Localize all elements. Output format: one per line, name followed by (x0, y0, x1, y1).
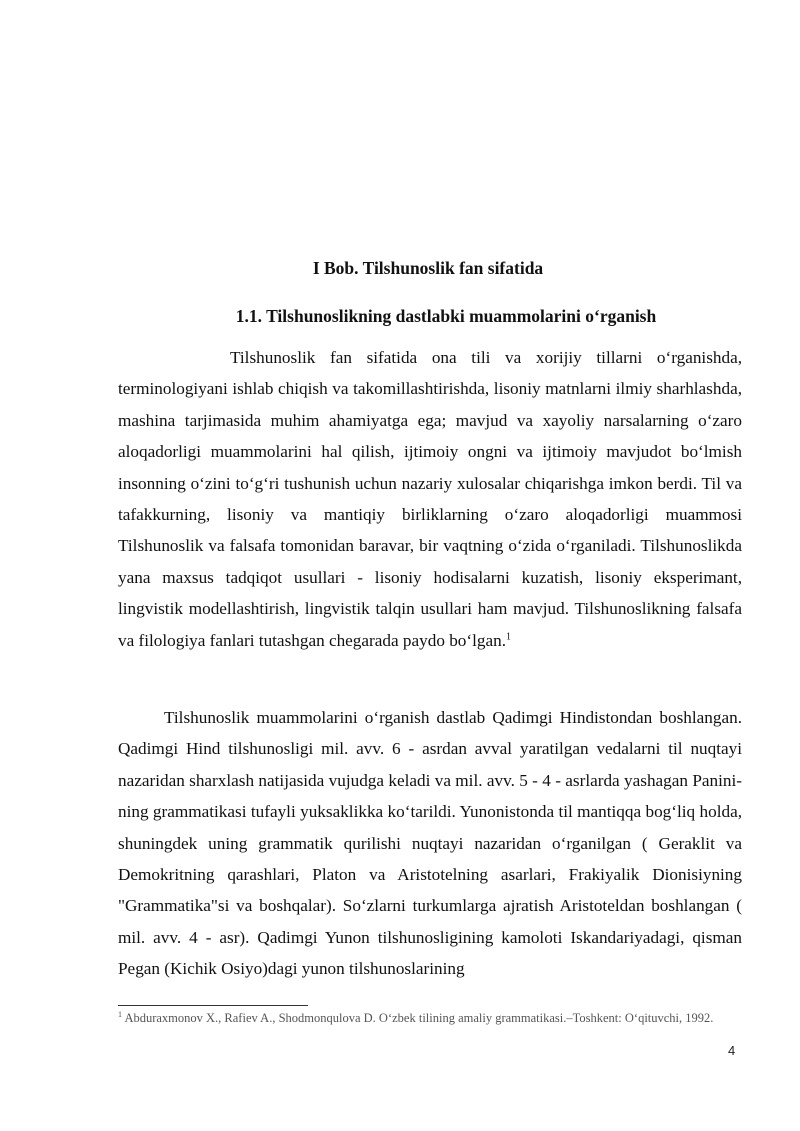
footnote (118, 1010, 742, 1027)
paragraph-1 (118, 342, 742, 656)
footnote-reference[interactable]: 1 (506, 630, 512, 642)
footnote-text: Abduraxmonov X., Rafiev A., Shodmonqulova D. O‘zbek tilining amaliy grammatikasi.–Toshkent: O‘qituvchi, 1992. (124, 1011, 714, 1025)
paragraph-1-text: Tilshunoslik fan sifatida ona tili va xorijiy tillarni o‘rganishda, terminologiyani ishlab chiqish va takomillashtirishda, lisoniy matnlarni ilmiy sharhlashda, mashina tarjimasida muhim ahamiyatga ega; mavjud va xayoliy narsalarning o‘zaro aloqadorligi muammolarini hal qilish, ijtimoiy ongni va ijtimoiy mavjudot bo‘lmish insonning o‘zini to‘g‘ri tushunish uchun nazariy xulosalar chiqarishga imkon berdi. Til va tafakkurning, lisoniy va mantiqiy birliklarning o‘zaro aloqadorligi muammosi Tilshunoslik va falsafa tomonidan baravar, bir vaqtning o‘zida o‘rganiladi. Tilshunoslikda yana maxsus tadqiqot usullari - lisoniy hodisalarni kuzatish, lisoniy eksperimant, lingvistik modellashtirish, lingvistik talqin usullari ham mavjud. Tilshunoslikning falsafa va filologiya fanlari tutashgan chegarada paydo bo‘lgan. (118, 348, 742, 650)
paragraph-2: Tilshunoslik muammolarini o‘rganish dastlab Qadimgi Hindistondan boshlangan. Qadimgi Hind tilshunosligi mil. avv. 6 - asrdan avval yaratilgan vedalarni til nuqtayi nazaridan sharxlash natijasida vujudga keladi va mil. avv. 5 - 4 - asrlarda yashagan Paninining grammatikasi tufayli yuksaklikka ko‘tarildi. Yunonistonda til mantiqqa bog‘liq holda, shuningdek uning grammatik qurilishi nuqtayi nazaridan o‘rganilgan ( Geraklit va Demokritning qarashlari, Platon va Aristotelning asarlari, Frakiyalik Dionisiyning "Grammatika"si va boshqalar). So‘zlarni turkumlarga ajratish Aristoteldan boshlangan ( mil. avv. 4 - asr). Qadimgi Yunon tilshunosligining kamoloti Iskandariyadagi, qisman Pegan (Kichik Osiyo)dagi yunon tilshunoslarining (118, 708, 742, 979)
footnote-divider (118, 1005, 308, 1006)
footnote-mark: 1 (118, 1009, 122, 1019)
chapter-title: I Bob. Tilshunoslik fan sifatida (312, 258, 544, 278)
section-title: 1.1. Tilshunoslikning dastlabki muammolarini o‘rganish (235, 306, 657, 326)
page-number: 4 (728, 1043, 736, 1058)
